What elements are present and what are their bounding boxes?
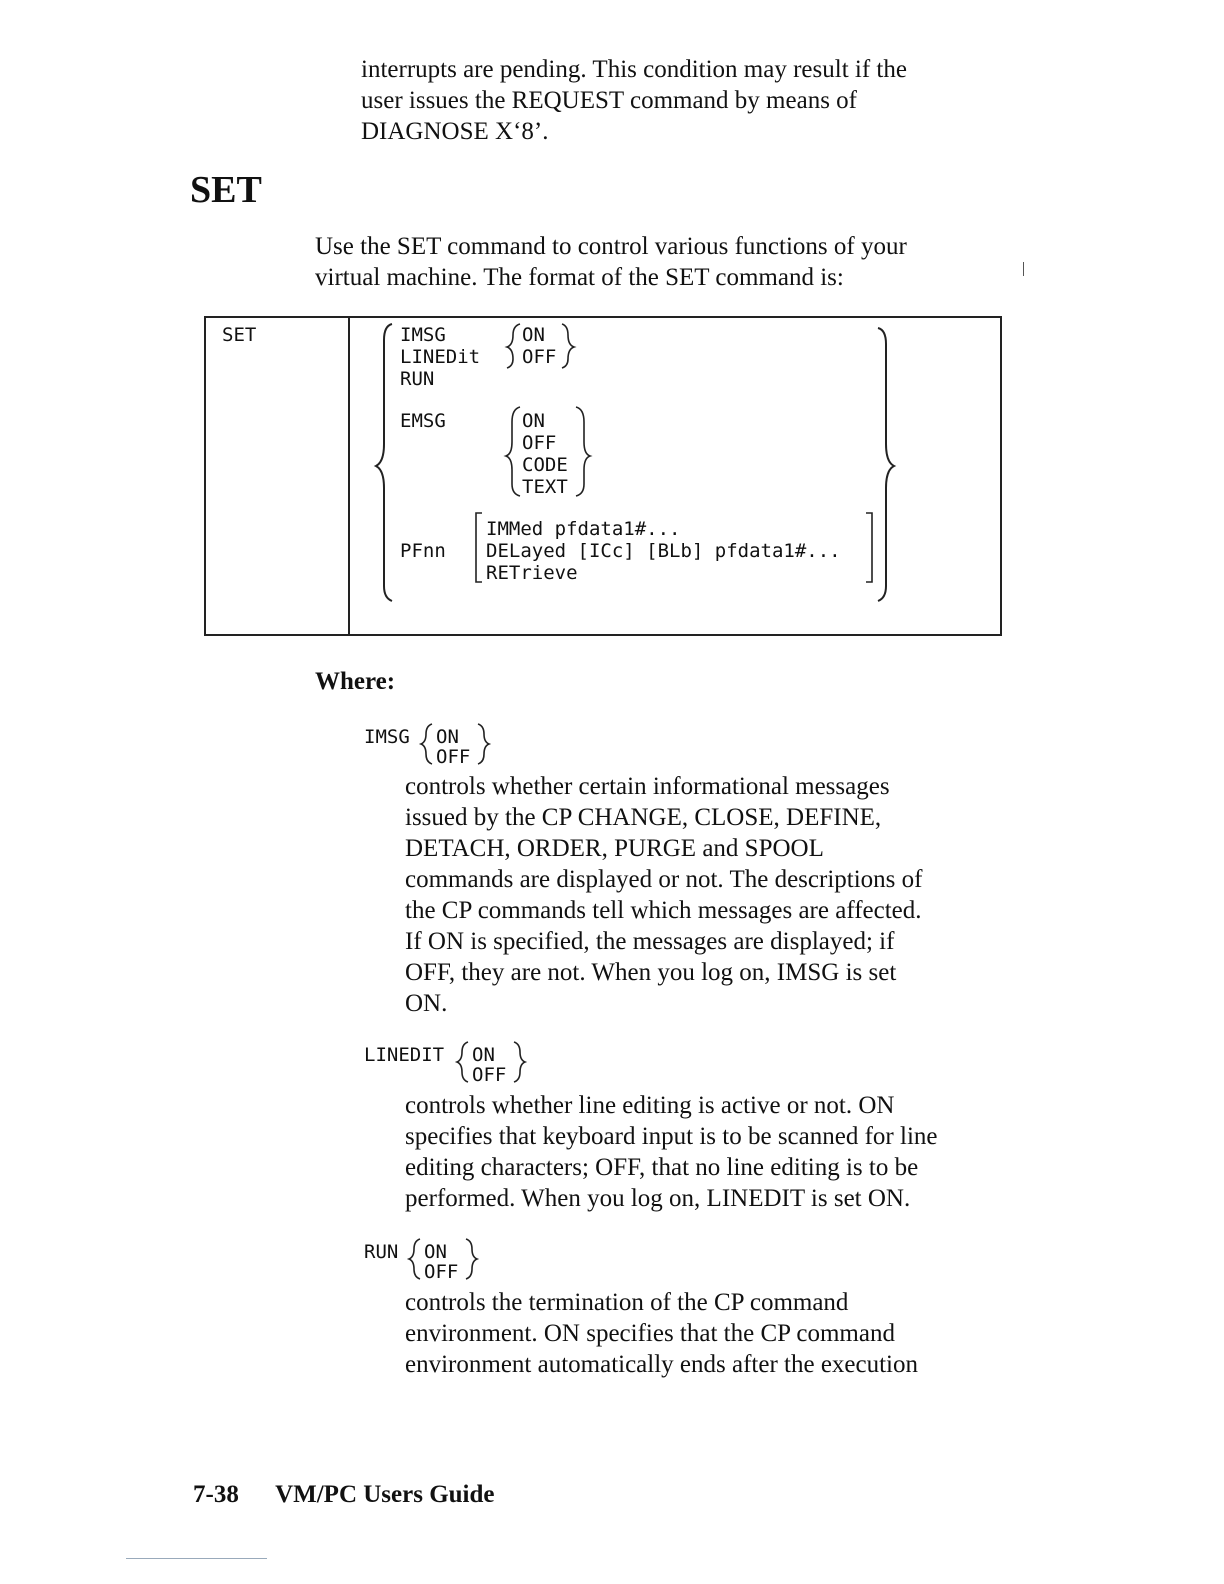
definition-off: OFF xyxy=(436,746,471,768)
margin-mark xyxy=(1023,262,1024,276)
bracket-pf-left xyxy=(476,513,482,582)
document-title: VM/PC Users Guide xyxy=(275,1481,495,1508)
def-brace-left xyxy=(457,1042,468,1082)
syntax-emsg-text: TEXT xyxy=(522,476,568,498)
definition-off: OFF xyxy=(424,1261,459,1283)
syntax-pf-delayed: DELayed [ICc] [BLb] pfdata1#... xyxy=(486,540,841,562)
definition-off: OFF xyxy=(472,1064,507,1086)
definition-line: performed. When you log on, LINEDIT is set ON. xyxy=(405,1185,911,1212)
definition-line: commands are displayed or not. The descriptions of xyxy=(405,866,923,893)
brace-emsg-right xyxy=(576,407,590,496)
intro-line: interrupts are pending. This condition may result if the xyxy=(361,56,907,83)
definition-line: environment automatically ends after the execution xyxy=(405,1351,919,1378)
definition-imsg-text xyxy=(405,771,922,1019)
definition-line: specifies that keyboard input is to be scanned for line xyxy=(405,1123,938,1150)
definition-term: RUN xyxy=(364,1241,399,1263)
definition-line: controls the termination of the CP command xyxy=(405,1289,849,1316)
definition-line: controls whether certain informational messages xyxy=(405,773,890,800)
intro-line: user issues the REQUEST command by means of xyxy=(361,87,857,114)
definition-linedit-text xyxy=(405,1090,937,1214)
description-line: Use the SET command to control various functions of your xyxy=(315,233,907,260)
syntax-emsg-on: ON xyxy=(522,410,545,432)
definition-line: environment. ON specifies that the CP command xyxy=(405,1320,895,1347)
definition-line: If ON is specified, the messages are displayed; if xyxy=(405,928,895,955)
definition-on: ON xyxy=(472,1044,495,1066)
syntax-emsg-code: CODE xyxy=(522,454,568,476)
syntax-braces xyxy=(206,318,1000,634)
footer-rule xyxy=(126,1558,267,1559)
outer-left-brace xyxy=(376,324,392,601)
syntax-emsg: EMSG xyxy=(400,410,446,432)
where-label: Where: xyxy=(315,668,396,695)
section-heading: SET xyxy=(190,169,262,211)
def-brace-left xyxy=(409,1239,420,1279)
definition-run-text xyxy=(405,1287,918,1380)
definition-line: controls whether line editing is active or not. ON xyxy=(405,1092,895,1119)
brace-onoff-right xyxy=(562,324,574,368)
definition-term: LINEDIT xyxy=(364,1044,445,1066)
def-brace-right xyxy=(466,1239,477,1279)
definition-line: OFF, they are not. When you log on, IMSG is set xyxy=(405,959,897,986)
definition-line: editing characters; OFF, that no line editing is to be xyxy=(405,1154,919,1181)
definition-line: issued by the CP CHANGE, CLOSE, DEFINE, xyxy=(405,804,882,831)
syntax-off: OFF xyxy=(522,346,557,368)
syntax-linedit: LINEDit xyxy=(400,346,481,368)
def-brace-left xyxy=(421,724,432,764)
syntax-pfnn: PFnn xyxy=(400,540,446,562)
def-brace-right xyxy=(478,724,489,764)
definition-line: the CP commands tell which messages are affected. xyxy=(405,897,922,924)
intro-paragraph xyxy=(361,54,907,147)
syntax-box xyxy=(204,316,1002,636)
page-number: 7-38 xyxy=(193,1481,239,1508)
outer-right-brace xyxy=(878,328,894,601)
syntax-imsg: IMSG xyxy=(400,324,446,346)
syntax-command: SET xyxy=(222,324,257,346)
intro-line: DIAGNOSE X‘8’. xyxy=(361,118,549,145)
page-footer xyxy=(193,1481,495,1509)
syntax-run: RUN xyxy=(400,368,435,390)
definition-line: ON. xyxy=(405,990,448,1017)
brace-onoff-left xyxy=(507,324,520,368)
def-brace-right xyxy=(514,1042,525,1082)
definition-line: DETACH, ORDER, PURGE and SPOOL xyxy=(405,835,824,862)
syntax-pf-retrieve: RETrieve xyxy=(486,562,578,584)
section-description xyxy=(315,231,907,293)
definition-term: IMSG xyxy=(364,726,410,748)
bracket-pf-right xyxy=(866,513,872,582)
description-line: virtual machine. The format of the SET command is: xyxy=(315,264,844,291)
definition-on: ON xyxy=(424,1241,447,1263)
brace-emsg-left xyxy=(506,407,520,496)
definition-on: ON xyxy=(436,726,459,748)
syntax-pf-immed: IMMed pfdata1#... xyxy=(486,518,681,540)
syntax-emsg-off: OFF xyxy=(522,432,557,454)
syntax-on: ON xyxy=(522,324,545,346)
